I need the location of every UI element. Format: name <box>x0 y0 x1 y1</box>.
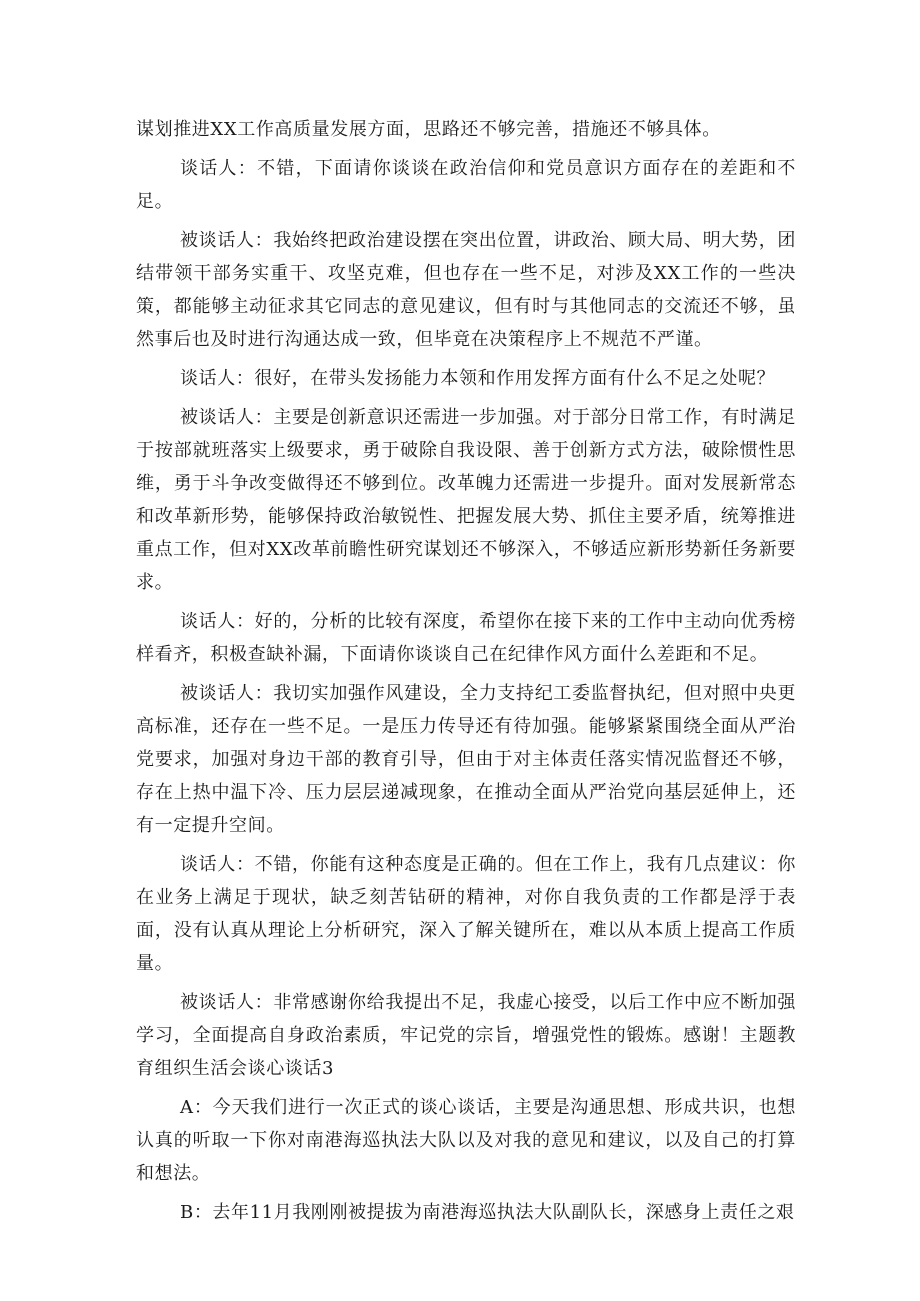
paragraph-interviewee-3: 被谈话人：我切实加强作风建设，全力支持纪工委监督执纪，但对照中央更高标准，还存在一些不足。一是压力传导还有待加强。能够紧紧围绕全面从严治党要求，加强对身边干部的教育引导，但由于对主体责任落实情况监督还不够，存在上热中温下冷、压力层层递减现象，在推动全面从严治党向基层延伸上，还有一定提升空间。 <box>136 683 796 836</box>
document-page <box>136 113 796 1235</box>
paragraph-interviewee-2: 被谈话人：主要是创新意识还需进一步加强。对于部分日常工作，有时满足于按部就班落实上级要求，勇于破除自我设限、善于创新方式方法，破除惯性思维，勇于斗争改变做得还不够到位。改革魄力还需进一步提升。面对发展新常态和改革新形势，能够保持政治敏锐性、把握发展大势、抓住主要矛盾，统筹推进重点工作，但对XX改革前瞻性研究谋划还不够深入，不够适应新形势新任务新要求。 <box>136 407 796 593</box>
paragraph-interviewee-4: 被谈话人：非常感谢你给我提出不足，我虚心接受，以后工作中应不断加强学习，全面提高自身政治素质，牢记党的宗旨，增强党性的锻炼。感谢！主题教育组织生活会谈心谈话3 <box>136 992 796 1079</box>
paragraph-interviewer-2: 谈话人：很好，在带头发扬能力本领和作用发挥方面有什么不足之处呢？ <box>180 368 776 389</box>
paragraph-speaker-b: B：去年11月我刚刚被提拔为南港海巡执法大队副队长，深感身上责任之艰 <box>180 1202 795 1223</box>
paragraph-speaker-a: A：今天我们进行一次正式的谈心谈话，主要是沟通思想、形成共识，也想认真的听取一下你对南港海巡执法大队以及对我的意见和建议，以及自己的打算和想法。 <box>136 1097 796 1184</box>
paragraph-interviewer-1: 谈话人：不错，下面请你谈谈在政治信仰和党员意识方面存在的差距和不足。 <box>136 158 796 212</box>
paragraph-interviewer-4: 谈话人：不错，你能有这种态度是正确的。但在工作上，我有几点建议：你在业务上满足于现状，缺乏刻苦钻研的精神，对你自我负责的工作都是浮于表面，没有认真从理论上分析研究，深入了解关键所在，难以从本质上提高工作质量。 <box>136 854 796 974</box>
paragraph-interviewee-1: 被谈话人：我始终把政治建设摆在突出位置，讲政治、顾大局、明大势，团结带领干部务实重干、攻坚克难，但也存在一些不足，对涉及XX工作的一些决策，都能够主动征求其它同志的意见建议，但有时与其他同志的交流还不够，虽然事后也及时进行沟通达成一致，但毕竟在决策程序上不规范不严谨。 <box>136 230 796 350</box>
paragraph-interviewer-3: 谈话人：好的，分析的比较有深度，希望你在接下来的工作中主动向优秀榜样看齐，积极查缺补漏，下面请你谈谈自己在纪律作风方面什么差距和不足。 <box>136 611 796 665</box>
paragraph-continuation: 谋划推进XX工作高质量发展方面，思路还不够完善，措施还不够具体。 <box>136 119 721 140</box>
